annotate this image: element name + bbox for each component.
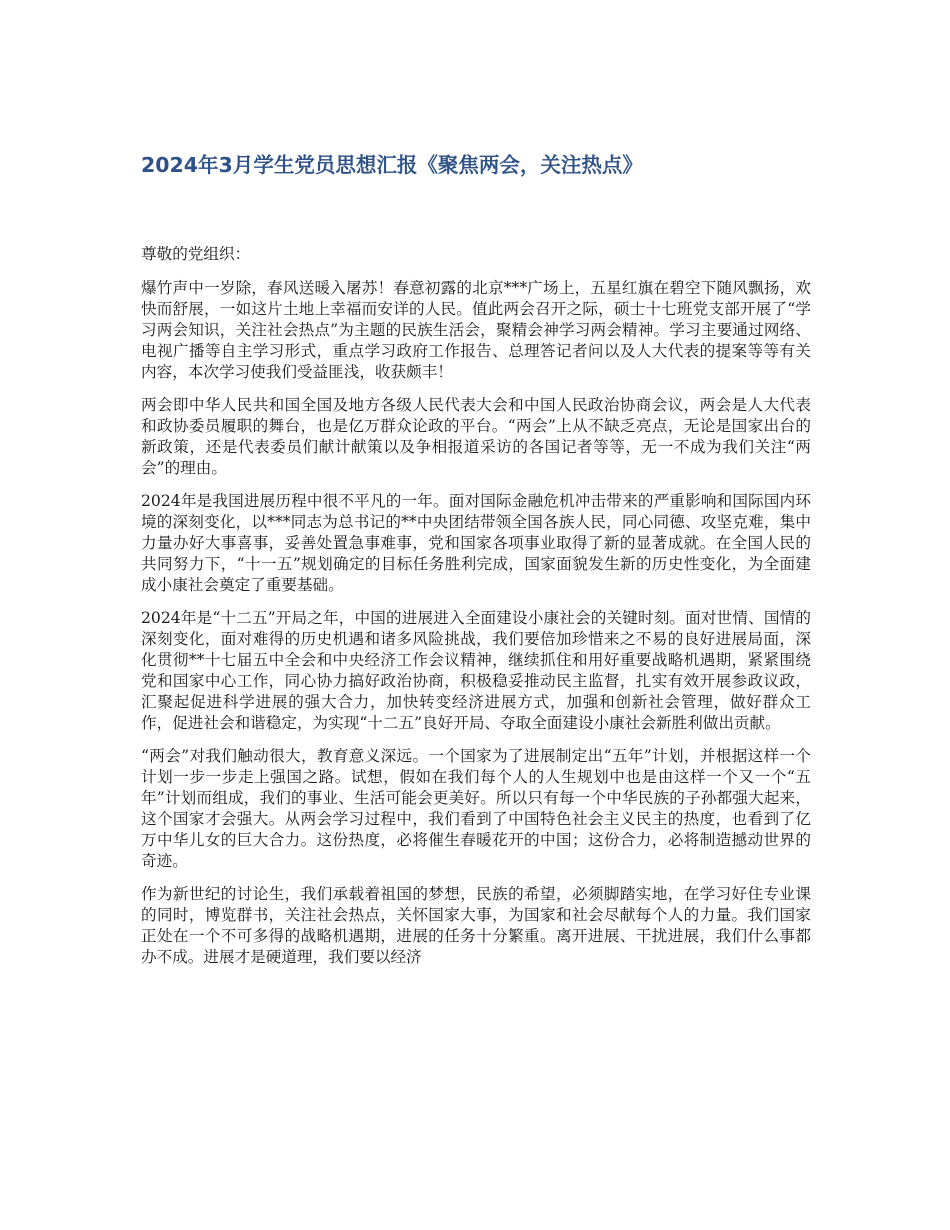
paragraph-2: 两会即中华人民共和国全国及地方各级人民代表大会和中国人民政治协商会议，两会是人大代表和政协委员履职的舞台，也是亿万群众论政的平台。“两会”上从不缺乏亮点，无论是国家出台的新政策，还是代表委员们献计献策以及争相报道采访的各国记者等等，无一不成为我们关注“两会”的理由。 xyxy=(141,396,811,477)
paragraph-4: 2024年是“十二五”开局之年，中国的进展进入全面建设小康社会的关键时刻。面对世情、国情的深刻变化，面对难得的历史机遇和诸多风险挑战，我们要倍加珍惜来之不易的良好进展局面，深化贯彻**十七届五中全会和中央经济工作会议精神，继续抓住和用好重要战略机遇期，紧紧围绕党和国家中心工作，同心协力搞好政治协商，积极稳妥推动民主监督，扎实有效开展参政议政，汇聚起促进科学进展的强大合力，加快转变经济进展方式，加强和创新社会管理，做好群众工作，促进社会和谐稳定，为实现“十二五”良好开局、夺取全面建设小康社会新胜利做出贡献。 xyxy=(141,609,811,732)
paragraph-3: 2024年是我国进展历程中很不平凡的一年。面对国际金融危机冲击带来的严重影响和国际国内环境的深刻变化，以***同志为总书记的**中央团结带领全国各族人民，同心同德、攻坚克难，集中力量办好大事喜事，妥善处置急事难事，党和国家各项事业取得了新的显著成就。在全国人民的共同努力下，“十一五”规划确定的目标任务胜利完成，国家面貌发生新的历史性变化，为全面建成小康社会奠定了重要基础。 xyxy=(141,492,811,594)
paragraph-5: “两会”对我们触动很大，教育意义深远。一个国家为了进展制定出“五年”计划，并根据这样一个计划一步一步走上强国之路。试想，假如在我们每个人的人生规划中也是由这样一个又一个“五年”计划而组成，我们的事业、生活可能会更美好。所以只有每一个中华民族的子孙都强大起来，这个国家才会强大。从两会学习过程中，我们看到了中国特色社会主义民主的热度，也看到了亿万中华儿女的巨大合力。这份热度，必将催生春暖花开的中国；这份合力，必将制造撼动世界的奇迹。 xyxy=(141,747,811,870)
paragraph-6: 作为新世纪的讨论生，我们承载着祖国的梦想，民族的希望，必须脚踏实地，在学习好住专业课的同时，博览群书，关注社会热点，关怀国家大事，为国家和社会尽献每个人的力量。我们国家正处在一个不可多得的战略机遇期，进展的任务十分繁重。离开进展、干扰进展，我们什么事都办不成。进展才是硬道理，我们要以经济 xyxy=(141,885,811,966)
document-body xyxy=(141,244,811,980)
salutation: 尊敬的党组织： xyxy=(141,245,251,263)
paragraph-1: 爆竹声中一岁除，春风送暖入屠苏！春意初露的北京***广场上，五星红旗在碧空下随风飘扬，欢快而舒展，一如这片土地上幸福而安详的人民。值此两会召开之际，硕士十七班党支部开展了“学习两会知识，关注社会热点”为主题的民族生活会，聚精会神学习两会精神。学习主要通过网络、电视广播等自主学习形式，重点学习政府工作报告、总理答记者问以及人大代表的提案等等有关内容，本次学习使我们受益匪浅，收获颇丰！ xyxy=(141,279,811,381)
document-title: 2024年3月学生党员思想汇报《聚焦两会，关注热点》 xyxy=(141,153,643,177)
